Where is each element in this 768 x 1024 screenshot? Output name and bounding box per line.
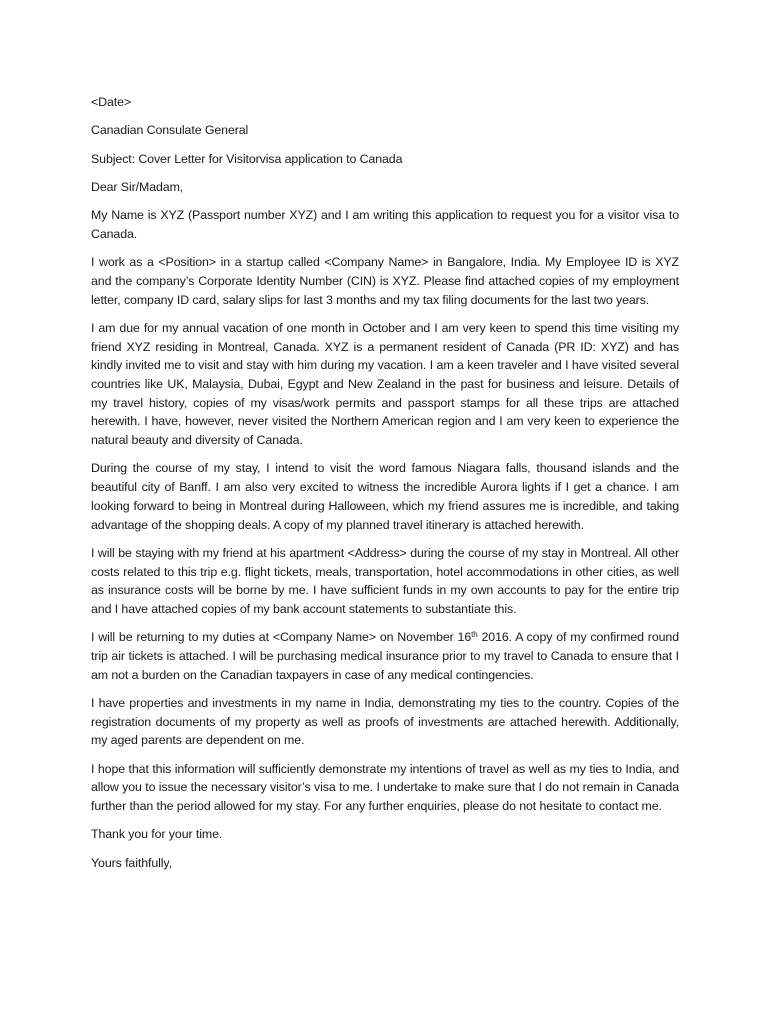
ordinal-suffix: th bbox=[471, 630, 478, 640]
paragraph-purpose: I am due for my annual vacation of one month in October and I am very keen to spend this time visiting my friend XYZ residing in Montreal, Canada. XYZ is a permanent resident of Canada (PR ID: XYZ) and has kindly invited me to visit and stay with him during my vacation. I am a keen traveler and I have visited several countries like UK, Malaysia, Dubai, Egypt and New Zealand in the past for business and leisure. Details of my travel history, copies of my visas/work permits and passport stamps for all these trips are attached herewith. I have, however, never visited the Northern American region and I am very keen to experience the natural beauty and diversity of Canada. bbox=[91, 320, 679, 448]
letter-closing: Yours faithfully, bbox=[91, 855, 172, 870]
paragraph-accommodation: I will be staying with my friend at his apartment <Address> during the course of my stay in Montreal. All other costs related to this trip e.g. flight tickets, meals, transportation, hotel accommodations in other cities, as well as insurance costs will be borne by me. I have sufficient funds in my own accounts to pay for the entire trip and I have attached copies of my bank account statements to substantiate this. bbox=[91, 545, 679, 616]
letter-recipient: Canadian Consulate General bbox=[91, 123, 249, 138]
letter-salutation: Dear Sir/Madam, bbox=[91, 179, 184, 194]
paragraph-return-end: 2016. A copy of my confirmed round trip air tickets is attached. I will be purchasing medical insurance prior to my travel to Canada to ensure that I am not a burden on the Canadian taxpayers in case of any medical contingencies. bbox=[91, 630, 679, 682]
paragraph-ties: I have properties and investments in my name in India, demonstrating my ties to the country. Copies of the registration documents of my property as well as proofs of investments are attached herewith. Additionally, my aged parents are dependent on me. bbox=[91, 695, 679, 748]
cover-letter bbox=[91, 93, 679, 882]
paragraph-introduction: My Name is XYZ (Passport number XYZ) and I am writing this application to request you for a visitor visa to Canada. bbox=[91, 208, 679, 241]
paragraph-conclusion: I hope that this information will sufficiently demonstrate my intentions of travel as well as my ties to India, and allow you to issue the necessary visitor’s visa to me. I undertake to make sure that I do not remain in Canada further than the period allowed for my stay. For any further enquiries, please do not hesitate to contact me. bbox=[91, 761, 679, 814]
paragraph-itinerary: During the course of my stay, I intend to visit the word famous Niagara falls, thousand islands and the beautiful city of Banff. I am also very excited to witness the incredible Aurora lights if I get a chance. I am looking forward to being in Montreal during Halloween, which my friend assures me is incredible, and taking advantage of the shopping deals. A copy of my planned travel itinerary is attached herewith. bbox=[91, 461, 679, 532]
letter-date: <Date> bbox=[91, 95, 132, 109]
paragraph-return-start: I will be returning to my duties at <Company Name> on November 16 bbox=[91, 630, 472, 645]
letter-thanks: Thank you for your time. bbox=[91, 827, 223, 842]
letter-subject: Subject: Cover Letter for Visitorvisa application to Canada bbox=[91, 151, 403, 166]
paragraph-return bbox=[91, 628, 679, 684]
paragraph-employment: I work as a <Position> in a startup called <Company Name> in Bangalore, India. My Employee ID is XYZ and the company’s Corporate Identity Number (CIN) is XYZ. Please find attached copies of my employment letter, company ID card, salary slips for last 3 months and my tax filing documents for the last two years. bbox=[91, 255, 679, 307]
